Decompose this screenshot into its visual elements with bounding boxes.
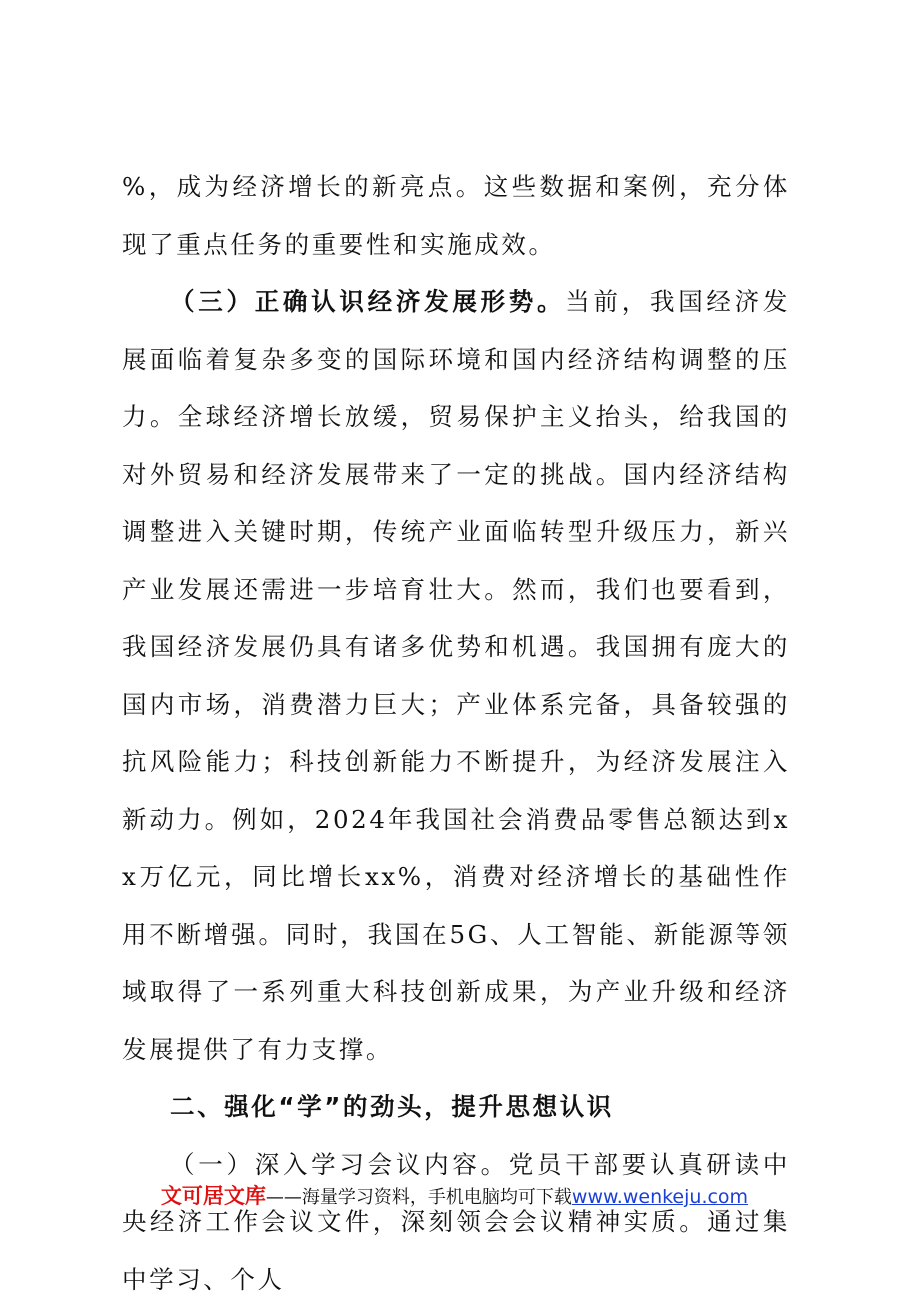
paragraph-continuation (122, 158, 790, 273)
paragraph-economic-situation (122, 273, 790, 1078)
footer-slogan: ——海量学习资料，手机电脑均可下载 (266, 1187, 572, 1208)
footer-site-link[interactable]: www.wenkeju.com (572, 1186, 748, 1208)
footer-brand: 文可居文库 (161, 1184, 266, 1208)
section-lead-1: （一）深入学习会议内容。 (170, 1150, 509, 1179)
section-heading-2: 二、强化“学”的劲头，提升思想认识 (122, 1078, 790, 1136)
footer-banner (0, 1180, 909, 1210)
document-body (122, 158, 790, 1308)
paragraph-text: 党员干部要认真研读中央经济工作会议文件，深刻领会会议精神实质。通过集中学习、个人 (122, 1150, 790, 1294)
paragraph-text: %，成为经济增长的新亮点。这些数据和案例，充分体现了重点任务的重要性和实施成效。 (122, 172, 790, 259)
paragraph-study-content (122, 1136, 790, 1308)
section-lead-3: （三）正确认识经济发展形势。 (170, 287, 565, 316)
paragraph-text: 当前，我国经济发展面临着复杂多变的国际环境和国内经济结构调整的压力。全球经济增长放缓，贸易保护主义抬头，给我国的对外贸易和经济发展带来了一定的挑战。国内经济结构调整进入关键时期，传统产业面临转型升级压力，新兴产业发展还需进一步培育壮大。然而，我们也要看到，我国经济发展仍具有诸多优势和机遇。我国拥有庞大的国内市场，消费潜力巨大；产业体系完备，具备较强的抗风险能力；科技创新能力不断提升，为经济发展注入新动力。例如，2024年我国社会消费品零售总额达到xx万亿元，同比增长xx%，消费对经济增长的基础性作用不断增强。同时，我国在5G、人工智能、新能源等领域取得了一系列重大科技创新成果，为产业升级和经济发展提供了有力支撑。 (122, 287, 790, 1064)
